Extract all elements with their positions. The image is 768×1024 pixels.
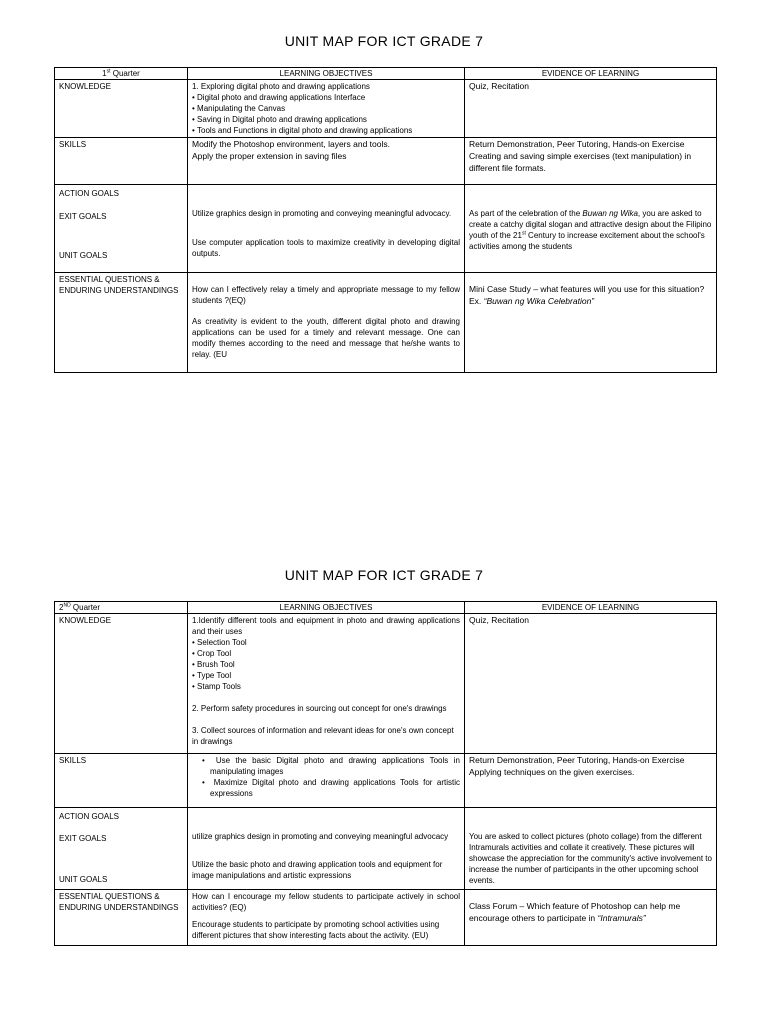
unit-goals-label: UNIT GOALS bbox=[59, 251, 108, 261]
knowledge-objectives: 1. Exploring digital photo and drawing applications • Digital photo and drawing applications Interface • Manipulating the Canvas • Saving in Digital photo and drawing applications • Tools and Functions in digital photo and drawing applications bbox=[188, 80, 465, 138]
unit-goals-label: UNIT GOALS bbox=[59, 875, 108, 885]
row-labels-goals bbox=[55, 185, 188, 273]
list-item: • Use the basic Digital photo and drawing applications Tools in manipulating images bbox=[202, 755, 460, 777]
list-item: • Digital photo and drawing applications Interface bbox=[192, 92, 460, 103]
objectives-header: LEARNING OBJECTIVES bbox=[188, 68, 465, 80]
goals-objectives: utilize graphics design in promoting and conveying meaningful advocacy Utilize the basic photo and drawing application tools and equipment for image manipulations and artistic expressions bbox=[188, 808, 465, 890]
list-item: • Saving in Digital photo and drawing applications bbox=[192, 114, 460, 125]
evidence-header: EVIDENCE OF LEARNING bbox=[465, 602, 717, 614]
page-title-q1: UNIT MAP FOR ICT GRADE 7 bbox=[284, 33, 484, 49]
table-row-essential bbox=[55, 273, 717, 373]
objectives-header: LEARNING OBJECTIVES bbox=[188, 602, 465, 614]
evidence-header: EVIDENCE OF LEARNING bbox=[465, 68, 717, 80]
goals-evidence: You are asked to collect pictures (photo collage) from the different Intramurals activities and collate it creatively. These pictures will showcase the appreciation for the community's active involvement to increase the number of participants in the other upcoming school events. bbox=[465, 808, 717, 890]
list-item: • Stamp Tools bbox=[192, 681, 460, 692]
row-label-essential: ESSENTIAL QUESTIONS & ENDURING UNDERSTANDINGS bbox=[55, 890, 188, 946]
skills-objectives bbox=[188, 754, 465, 808]
essential-evidence: Mini Case Study – what features will you use for this situation? Ex. “Buwan ng Wika Celebration” bbox=[465, 273, 717, 373]
knowledge-evidence: Quiz, Recitation bbox=[465, 614, 717, 754]
exit-goals-label: EXIT GOALS bbox=[59, 212, 107, 222]
list-item: • Manipulating the Canvas bbox=[192, 103, 460, 114]
list-item: • Brush Tool bbox=[192, 659, 460, 670]
row-label-knowledge: KNOWLEDGE bbox=[55, 80, 188, 138]
table-row-goals bbox=[55, 185, 717, 273]
skills-objectives: Modify the Photoshop environment, layers and tools. Apply the proper extension in saving files bbox=[188, 138, 465, 185]
unit-map-table-q1 bbox=[54, 67, 717, 373]
essential-evidence: Class Forum – Which feature of Photoshop can help me encourage others to participate in “Intramurals” bbox=[465, 890, 717, 946]
row-label-essential: ESSENTIAL QUESTIONS & ENDURING UNDERSTANDINGS bbox=[55, 273, 188, 373]
table-row-knowledge bbox=[55, 614, 717, 754]
quarter-header: 1st Quarter bbox=[55, 68, 188, 80]
exit-goals-label: EXIT GOALS bbox=[59, 834, 107, 844]
table-row-essential bbox=[55, 890, 717, 946]
action-goals-label: ACTION GOALS bbox=[59, 812, 120, 822]
goals-objectives: Utilize graphics design in promoting and conveying meaningful advocacy. Use computer application tools to maximize creativity in developing digital outputs. bbox=[188, 185, 465, 273]
table-header-row bbox=[55, 602, 717, 614]
table-header-row bbox=[55, 68, 717, 80]
row-label-skills: SKILLS bbox=[55, 138, 188, 185]
list-item: • Tools and Functions in digital photo and drawing applications bbox=[192, 125, 460, 136]
unit-map-table-q2 bbox=[54, 601, 717, 946]
quarter-header: 2ND Quarter bbox=[55, 602, 188, 614]
skills-evidence: Return Demonstration, Peer Tutoring, Hands-on Exercise Applying techniques on the given exercises. bbox=[465, 754, 717, 808]
action-goals-label: ACTION GOALS bbox=[59, 189, 120, 199]
knowledge-evidence: Quiz, Recitation bbox=[465, 80, 717, 138]
table-row-skills bbox=[55, 754, 717, 808]
row-label-skills: SKILLS bbox=[55, 754, 188, 808]
essential-objectives: How can I effectively relay a timely and appropriate message to my fellow students ?(EQ) As creativity is evident to the youth, different digital photo and drawing applications can be used for a timely and relevant message. One can modify themes according to the need and message that he/she wants to relay. (EU bbox=[188, 273, 465, 373]
goals-evidence: As part of the celebration of the Buwan ng Wika, you are asked to create a catchy digital slogan and attractive design about the Filipino youth of the 21st Century to increase excitement about the school's activities among the students bbox=[465, 185, 717, 273]
skills-evidence: Return Demonstration, Peer Tutoring, Hands-on Exercise Creating and saving simple exercises (text manipulation) in different file formats. bbox=[465, 138, 717, 185]
list-item: • Crop Tool bbox=[192, 648, 460, 659]
list-item: • Maximize Digital photo and drawing applications Tools for artistic expressions bbox=[202, 777, 460, 799]
list-item: • Selection Tool bbox=[192, 637, 460, 648]
essential-objectives: How can I encourage my fellow students to participate actively in school activities? (EQ) Encourage students to participate by promoting school activities using different pictures that show interesting facts about the activity. (EU) bbox=[188, 890, 465, 946]
page-title-q2: UNIT MAP FOR ICT GRADE 7 bbox=[284, 567, 484, 583]
row-label-knowledge: KNOWLEDGE bbox=[55, 614, 188, 754]
table-row-skills bbox=[55, 138, 717, 185]
table-row-goals bbox=[55, 808, 717, 890]
row-labels-goals bbox=[55, 808, 188, 890]
table-row-knowledge bbox=[55, 80, 717, 138]
list-item: • Type Tool bbox=[192, 670, 460, 681]
knowledge-objectives: 1.Identify different tools and equipment in photo and drawing applications and their uses • Selection Tool • Crop Tool • Brush Tool • Type Tool • Stamp Tools 2. Perform safety procedures in sourcing out concept for one's drawings 3. Collect sources of information and relevant ideas for one's own concept in drawings bbox=[188, 614, 465, 754]
